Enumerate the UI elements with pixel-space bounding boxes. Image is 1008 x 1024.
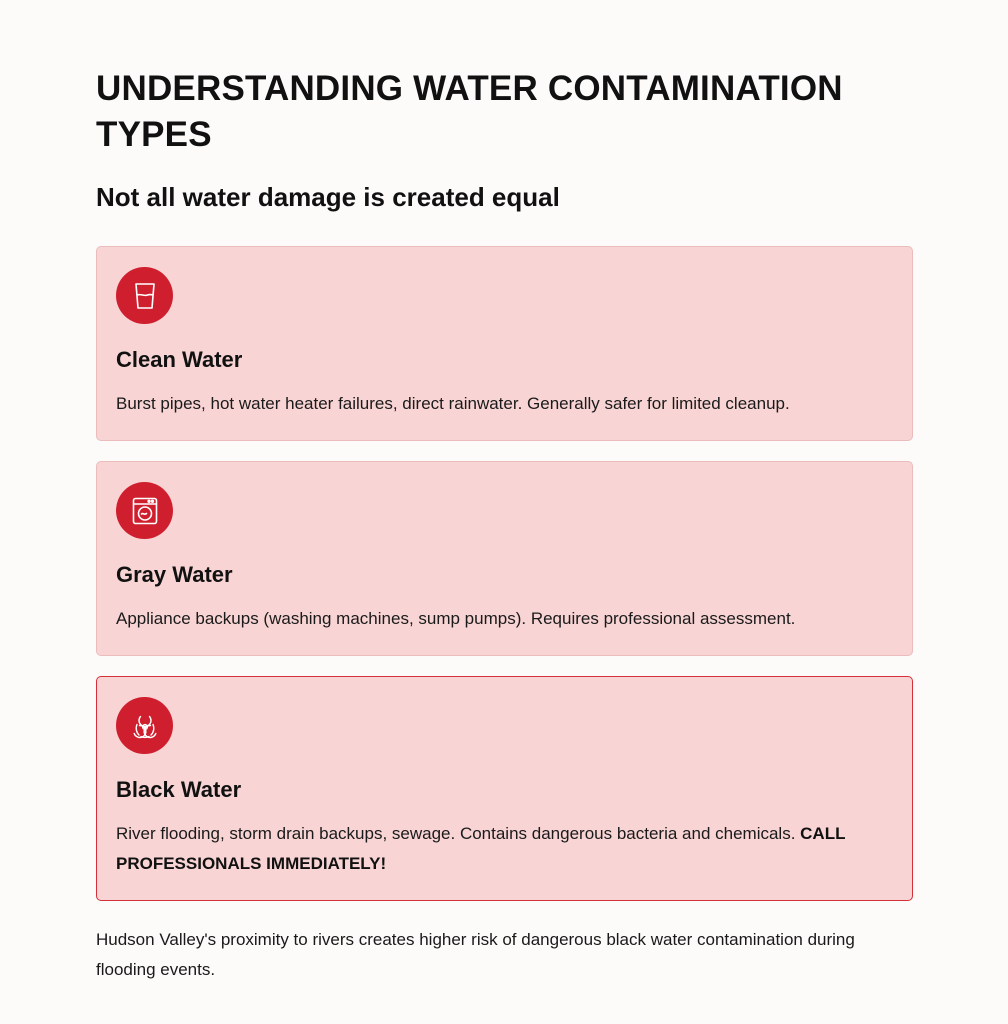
card-description-text: River flooding, storm drain backups, sewage. Contains dangerous bacteria and chemicals. — [116, 824, 796, 843]
footer-note: Hudson Valley's proximity to rivers creates higher risk of dangerous black water contamination during flooding events. — [96, 930, 855, 979]
page-subtitle: Not all water damage is created equal — [96, 182, 560, 212]
card-description-text: Appliance backups (washing machines, sump pumps). Requires professional assessment. — [116, 609, 796, 628]
card-description — [116, 819, 893, 879]
card-warning-text: CALL PROFESSIONALS IMMEDIATELY! — [116, 824, 846, 873]
gray-water-card — [96, 461, 913, 656]
card-title: Clean Water — [116, 347, 243, 372]
black-water-card — [96, 676, 913, 901]
card-title: Black Water — [116, 777, 242, 802]
card-description — [116, 389, 893, 419]
card-title: Gray Water — [116, 562, 233, 587]
glass-of-water-icon — [116, 267, 173, 324]
page-title: UNDERSTANDING WATER CONTAMINATION TYPES — [96, 69, 843, 154]
clean-water-card — [96, 246, 913, 441]
contamination-types-list — [96, 246, 913, 901]
washing-machine-icon — [116, 482, 173, 539]
biohazard-icon — [116, 697, 173, 754]
content-section — [96, 66, 913, 985]
card-description-text: Burst pipes, hot water heater failures, direct rainwater. Generally safer for limited cleanup. — [116, 394, 790, 413]
card-description — [116, 604, 893, 634]
